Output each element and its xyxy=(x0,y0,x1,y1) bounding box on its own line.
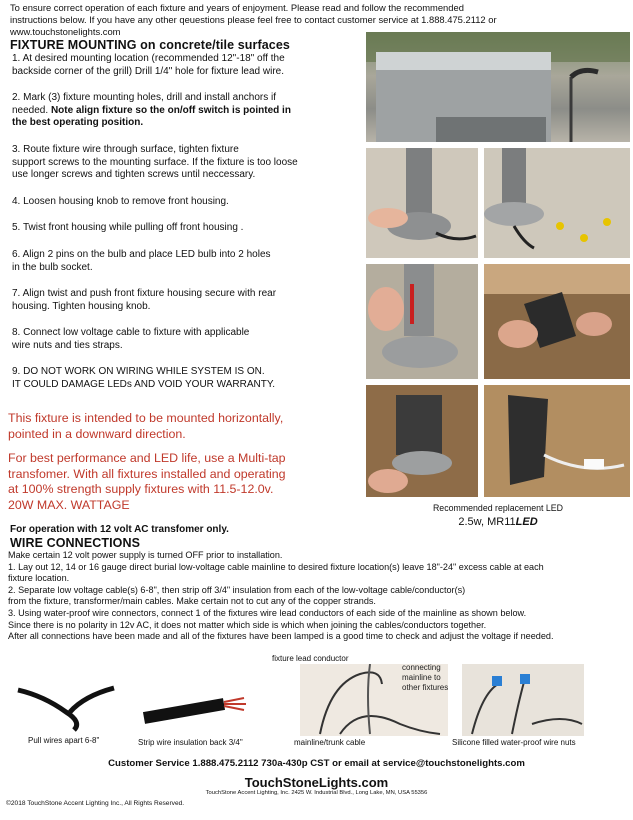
note-text: at 100% strength supply fixtures with 11.5-12.0v. xyxy=(8,482,274,496)
wire-line: 1. Lay out 12, 14 or 16 gauge direct burial low-voltage cable mainline to desired fixture location(s) leave 18"-24" excess cable at each xyxy=(8,561,544,572)
step-3 xyxy=(12,144,357,182)
wire-line: fixture location. xyxy=(8,573,70,584)
wire-line: 2. Separate low voltage cable(s) 6-8", then strip off 3/4" insulation from each of the low-voltage cable/conductor(s) xyxy=(8,584,466,595)
wire-line: Make certain 12 volt power supply is turned OFF prior to installation. xyxy=(8,550,283,560)
step-9 xyxy=(12,366,357,391)
step-text: needed. xyxy=(12,104,49,116)
pull-wires-illustration xyxy=(14,682,124,732)
step6-photo xyxy=(366,264,478,379)
step8-photo-2 xyxy=(484,385,630,497)
fixture-lead-label: fixture lead conductor xyxy=(272,654,349,663)
step-text: 9. DO NOT WORK ON WIRING WHILE SYSTEM IS ON. xyxy=(12,366,265,377)
wire-nuts-photo xyxy=(462,664,584,736)
step-4 xyxy=(12,196,357,209)
strip-wire-caption: Strip wire insulation back 3/4" xyxy=(138,738,243,747)
step-text: backside corner of the grill) Drill 1/4" hole for fixture lead wire. xyxy=(12,65,284,77)
wiring-illustration xyxy=(366,385,478,497)
wire-instructions xyxy=(8,550,628,643)
step3-photo xyxy=(366,148,478,258)
step7-photo xyxy=(484,264,630,379)
connecting-label-line: other fixtures xyxy=(402,683,449,692)
step8-photo xyxy=(366,385,478,497)
step-text: 1. At desired mounting location (recommended 12"-18" off the xyxy=(12,53,285,64)
intro-line: instructions below. If you have any other qeuestions please feel free to contact customer service at 1.888.475.2112 or xyxy=(10,14,497,25)
fixture-base-illustration xyxy=(484,148,630,258)
step-text: 4. Loosen housing knob to remove front housing. xyxy=(12,196,229,207)
mainline-caption: mainline/trunk cable xyxy=(294,738,366,747)
customer-service-line: Customer Service 1.888.475.2112 730a-430p CST or email at service@touchstonelights.com xyxy=(108,758,525,769)
step3-photo-2 xyxy=(484,148,630,258)
wire-line: After all connections have been made and all of the fixtures have been lamped is a good time to check and adjust the voltage if needed. xyxy=(8,631,554,642)
copyright-line: ©2018 TouchStone Accent Lighting Inc., All Rights Reserved. xyxy=(6,800,185,807)
note-text: pointed in a downward direction. xyxy=(8,426,186,441)
step-text: 2. Mark (3) fixture mounting holes, drill and install anchors if xyxy=(12,92,277,103)
connecting-label-line: connecting xyxy=(402,663,441,672)
wiring-illustration xyxy=(484,385,630,497)
wire-title: WIRE CONNECTIONS xyxy=(10,536,141,550)
step-text: housing. Tighten housing knob. xyxy=(12,300,151,312)
step-6 xyxy=(12,249,357,274)
step-text: in the bulb socket. xyxy=(12,261,93,273)
step-text: 6. Align 2 pins on the bulb and place LED bulb into 2 holes xyxy=(12,249,271,260)
bulb-spec xyxy=(366,516,630,528)
grill-illustration xyxy=(366,32,630,142)
bulb-install-illustration xyxy=(366,264,478,379)
step-note: Note align fixture so the on/off switch is pointed in xyxy=(50,104,291,116)
mounting-title: FIXTURE MOUNTING on concrete/tile surfaces xyxy=(10,38,290,52)
fixture-base-illustration xyxy=(366,148,478,258)
step-text: support screws to the mounting surface. If the fixture is too loose xyxy=(12,156,298,168)
bulb-spec-led: LED xyxy=(515,516,538,528)
strip-wire-illustration xyxy=(140,692,250,732)
step-text: IT COULD DAMAGE LEDs AND VOID YOUR WARRANTY. xyxy=(12,378,276,390)
wire-line: Since there is no polarity in 12v AC, it does not matter which side is which when joining the cables/conductors together. xyxy=(8,619,487,630)
transformer-note: For operation with 12 volt AC transfomer only. xyxy=(10,524,229,535)
step-5 xyxy=(12,222,357,235)
step-text: wire nuts and ties straps. xyxy=(12,339,123,351)
connecting-label xyxy=(402,663,448,693)
note-text: This fixture is intended to be mounted horizontally, xyxy=(8,411,284,425)
wire-line: from the fixture, transformer/main cables. Make certain not to cut any of the copper strands. xyxy=(8,596,376,607)
grill-photo xyxy=(366,32,630,142)
wire-nuts-illustration xyxy=(462,664,584,736)
silicone-caption: Silicone filled water-proof wire nuts xyxy=(452,738,576,747)
step-text: 5. Twist front housing while pulling off front housing . xyxy=(12,222,244,233)
step-8 xyxy=(12,327,357,352)
step-text: 7. Align twist and push front fixture housing secure with rear xyxy=(12,288,277,299)
note-text: For best performance and LED life, use a Multi-tap xyxy=(8,451,286,465)
bulb-caption: Recommended replacement LED xyxy=(432,503,564,513)
mounting-orientation-note xyxy=(8,411,358,442)
connecting-label-line: mainline to xyxy=(402,673,441,682)
step-7 xyxy=(12,288,357,313)
performance-note xyxy=(8,451,358,513)
wire-line: 3. Using water-proof wire connectors, connect 1 of the fixtures wire lead conductors of each side of the mainline as shown below. xyxy=(8,607,527,618)
housing-install-illustration xyxy=(484,264,630,379)
address-line: TouchStone Accent Lighting, Inc. 2425 W. Industrial Blvd., Long Lake, MN, USA 55356 xyxy=(205,790,428,796)
step-text: use longer screws and tighten screws until neccessary. xyxy=(12,169,256,180)
bulb-spec-text: 2.5w, MR11 xyxy=(458,516,516,528)
step-1 xyxy=(12,53,357,78)
intro-line: To ensure correct operation of each fixture and years of enjoyment. Please read and follow the recommended xyxy=(10,2,464,13)
intro-line: www.touchstonelights.com xyxy=(10,26,121,37)
step-note: the best operating position. xyxy=(12,117,144,128)
note-text: 20W MAX. WATTAGE xyxy=(8,497,130,512)
step-2 xyxy=(12,92,357,130)
step-text: 3. Route fixture wire through surface, tighten fixture xyxy=(12,144,239,155)
note-text: transfomer. With all fixtures installed and operating xyxy=(8,466,286,481)
step-text: 8. Connect low voltage cable to fixture with applicable xyxy=(12,327,250,338)
pull-wires-caption: Pull wires apart 6-8" xyxy=(28,736,100,745)
brand-name: TouchStoneLights.com xyxy=(244,775,389,790)
